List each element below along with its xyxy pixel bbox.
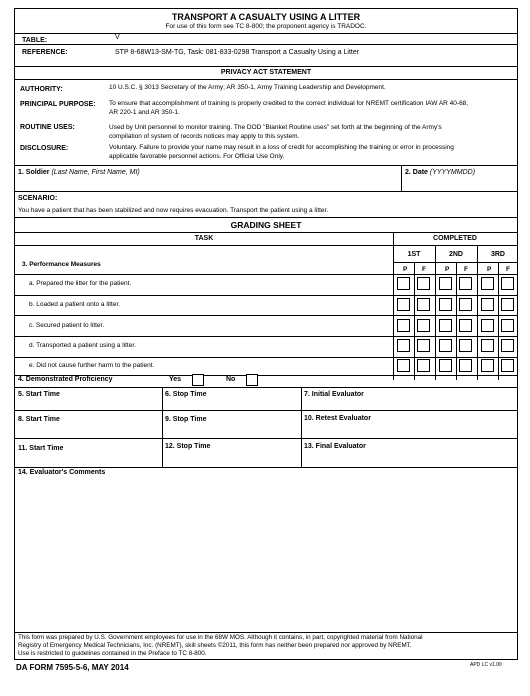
attempt-1st: 1ST bbox=[407, 251, 421, 258]
authority-label: AUTHORITY: bbox=[20, 86, 63, 93]
measure-d-2nd-fail-checkbox[interactable] bbox=[459, 339, 472, 352]
measure-b-3rd-fail-checkbox[interactable] bbox=[501, 298, 514, 311]
pf-label-5: P bbox=[487, 266, 492, 273]
proficiency-label: 4. Demonstrated Proficiency bbox=[18, 376, 113, 383]
attempt-3rd: 3RD bbox=[490, 251, 505, 258]
footer-note-line-3: Use is restricted to guidelines contained in the Preface to TC 8-800. bbox=[18, 650, 207, 657]
table-label: TABLE: bbox=[22, 37, 48, 44]
comments-area[interactable] bbox=[16, 479, 516, 629]
soldier-hint: (Last Name, First Name, MI) bbox=[51, 169, 140, 176]
pf-label-4: F bbox=[464, 266, 468, 273]
measure-c-3rd-fail-checkbox[interactable] bbox=[501, 319, 514, 332]
footer-note bbox=[18, 634, 516, 658]
performance-measures-label: 3. Performance Measures bbox=[22, 261, 101, 268]
measure-e-3rd-fail-checkbox[interactable] bbox=[501, 359, 514, 372]
measure-c-1st-fail-checkbox[interactable] bbox=[417, 319, 430, 332]
measure-c-2nd-fail-checkbox[interactable] bbox=[459, 319, 472, 332]
scenario-text: You have a patient that has been stabilized and now requires evacuation. Transport the patient using a litter. bbox=[18, 207, 329, 214]
measure-a-1st-fail-checkbox[interactable] bbox=[417, 277, 430, 290]
measure-b-1st-pass-checkbox[interactable] bbox=[397, 298, 410, 311]
measure-e-1st-fail-checkbox[interactable] bbox=[417, 359, 430, 372]
footer-note-line-2: Registry of Emergency Medical Technicians, Inc. (NREMT), skill sheets ©2011, this form has neither been prepared nor approved by NREMT. bbox=[18, 642, 412, 649]
reference-value: STP 8-68W13-SM-TG, Task: 081-833-0298 Transport a Casualty Using a Litter bbox=[115, 49, 360, 56]
completed-header: COMPLETED bbox=[433, 235, 477, 242]
form-subtitle: For use of this form see TC 8-800; the proponent agency is TRADOC. bbox=[165, 23, 367, 30]
retest-evaluator-field[interactable]: 10. Retest Evaluator bbox=[304, 415, 371, 422]
measure-d-1st-pass-checkbox[interactable] bbox=[397, 339, 410, 352]
measure-a-1st-pass-checkbox[interactable] bbox=[397, 277, 410, 290]
measure-e-3rd-pass-checkbox[interactable] bbox=[481, 359, 494, 372]
measure-b: b. Loaded a patient onto a litter. bbox=[29, 301, 121, 308]
grading-title: GRADING SHEET bbox=[230, 220, 302, 230]
pf-label-6: F bbox=[506, 266, 510, 273]
start-time-1-field[interactable]: 5. Start Time bbox=[18, 391, 60, 398]
measure-d-2nd-pass-checkbox[interactable] bbox=[439, 339, 452, 352]
measure-e-2nd-fail-checkbox[interactable] bbox=[459, 359, 472, 372]
measure-d-1st-fail-checkbox[interactable] bbox=[417, 339, 430, 352]
table-value[interactable]: V bbox=[115, 34, 120, 41]
reference-label: REFERENCE: bbox=[22, 49, 68, 56]
measure-c-2nd-pass-checkbox[interactable] bbox=[439, 319, 452, 332]
disclosure-text: Voluntary. Failure to provide your name may result in a loss of credit for accomplishing the training or error in processing applicable favorable personnel actions. For Official Use Only. bbox=[109, 144, 454, 160]
measure-c: c. Secured patient to litter. bbox=[29, 322, 105, 329]
measure-d-3rd-pass-checkbox[interactable] bbox=[481, 339, 494, 352]
soldier-label: 1. Soldier bbox=[18, 169, 50, 176]
measure-b-2nd-pass-checkbox[interactable] bbox=[439, 298, 452, 311]
pf-label-3: P bbox=[445, 266, 450, 273]
version-label: APD LC v1.00 bbox=[470, 662, 502, 668]
measure-b-2nd-fail-checkbox[interactable] bbox=[459, 298, 472, 311]
final-evaluator-field[interactable]: 13. Final Evaluator bbox=[304, 443, 366, 450]
measure-e-1st-pass-checkbox[interactable] bbox=[397, 359, 410, 372]
privacy-heading: PRIVACY ACT STATEMENT bbox=[220, 69, 312, 76]
soldier-field[interactable] bbox=[18, 169, 140, 176]
proficiency-yes-label: Yes bbox=[169, 376, 182, 383]
date-label: 2. Date bbox=[405, 169, 428, 176]
task-header: TASK bbox=[194, 235, 214, 242]
measure-a-3rd-pass-checkbox[interactable] bbox=[481, 277, 494, 290]
purpose-label: PRINCIPAL PURPOSE: bbox=[20, 101, 96, 108]
date-field[interactable] bbox=[405, 169, 475, 176]
scenario-label: SCENARIO: bbox=[18, 195, 58, 202]
measure-a-2nd-fail-checkbox[interactable] bbox=[459, 277, 472, 290]
measure-a-2nd-pass-checkbox[interactable] bbox=[439, 277, 452, 290]
initial-evaluator-field[interactable]: 7. Initial Evaluator bbox=[304, 391, 364, 398]
measure-b-1st-fail-checkbox[interactable] bbox=[417, 298, 430, 311]
proficiency-no-label: No bbox=[226, 376, 236, 383]
start-time-3-field[interactable]: 11. Start Time bbox=[18, 445, 64, 452]
measure-c-1st-pass-checkbox[interactable] bbox=[397, 319, 410, 332]
date-hint: (YYYYMMDD) bbox=[429, 169, 476, 176]
stop-time-2-field[interactable]: 9. Stop Time bbox=[165, 416, 207, 423]
form-number: DA FORM 7595-5-6, MAY 2014 bbox=[16, 663, 129, 672]
measure-a-3rd-fail-checkbox[interactable] bbox=[501, 277, 514, 290]
comments-label: 14. Evaluator's Comments bbox=[18, 469, 106, 476]
stop-time-1-field[interactable]: 6. Stop Time bbox=[165, 391, 207, 398]
form-title: TRANSPORT A CASUALTY USING A LITTER bbox=[171, 12, 361, 22]
footer-note-line-1: This form was prepared by U.S. Government employees for use in the 68W MOS. Although it contains, in part, copyrighted material from National bbox=[18, 634, 423, 641]
measure-d: d. Transported a patient using a litter. bbox=[29, 342, 136, 349]
routine-uses-text: Used by Unit personnel to monitor training. The DOD "Blanket Routine uses" set forth at the beginning of the Army's compilation of system of records notices may apply to this system. bbox=[109, 124, 442, 140]
measure-a: a. Prepared the litter for the patient. bbox=[29, 280, 132, 287]
form-container bbox=[14, 8, 518, 660]
measure-c-3rd-pass-checkbox[interactable] bbox=[481, 319, 494, 332]
routine-uses-label: ROUTINE USES: bbox=[20, 124, 75, 131]
attempt-2nd: 2ND bbox=[448, 251, 463, 258]
purpose-text: To ensure that accomplishment of training is properly credited to the correct individual for NREMT certification IAW AR 40-68, AR 220-1 and AR 350-1. bbox=[109, 100, 469, 116]
measure-d-3rd-fail-checkbox[interactable] bbox=[501, 339, 514, 352]
stop-time-3-field[interactable]: 12. Stop Time bbox=[165, 443, 211, 450]
pf-label-1: P bbox=[403, 266, 408, 273]
measure-e-2nd-pass-checkbox[interactable] bbox=[439, 359, 452, 372]
start-time-2-field[interactable]: 8. Start Time bbox=[18, 416, 60, 423]
proficiency-yes-checkbox[interactable] bbox=[192, 374, 204, 386]
proficiency-no-checkbox[interactable] bbox=[246, 374, 258, 386]
authority-text: 10 U.S.C. § 3013 Secretary of the Army; AR 350-1, Army Training Leadership and Development. bbox=[109, 84, 386, 91]
pf-label-2: F bbox=[422, 266, 426, 273]
measure-b-3rd-pass-checkbox[interactable] bbox=[481, 298, 494, 311]
disclosure-label: DISCLOSURE: bbox=[20, 145, 69, 152]
measure-e: e. Did not cause further harm to the patient. bbox=[29, 362, 155, 369]
